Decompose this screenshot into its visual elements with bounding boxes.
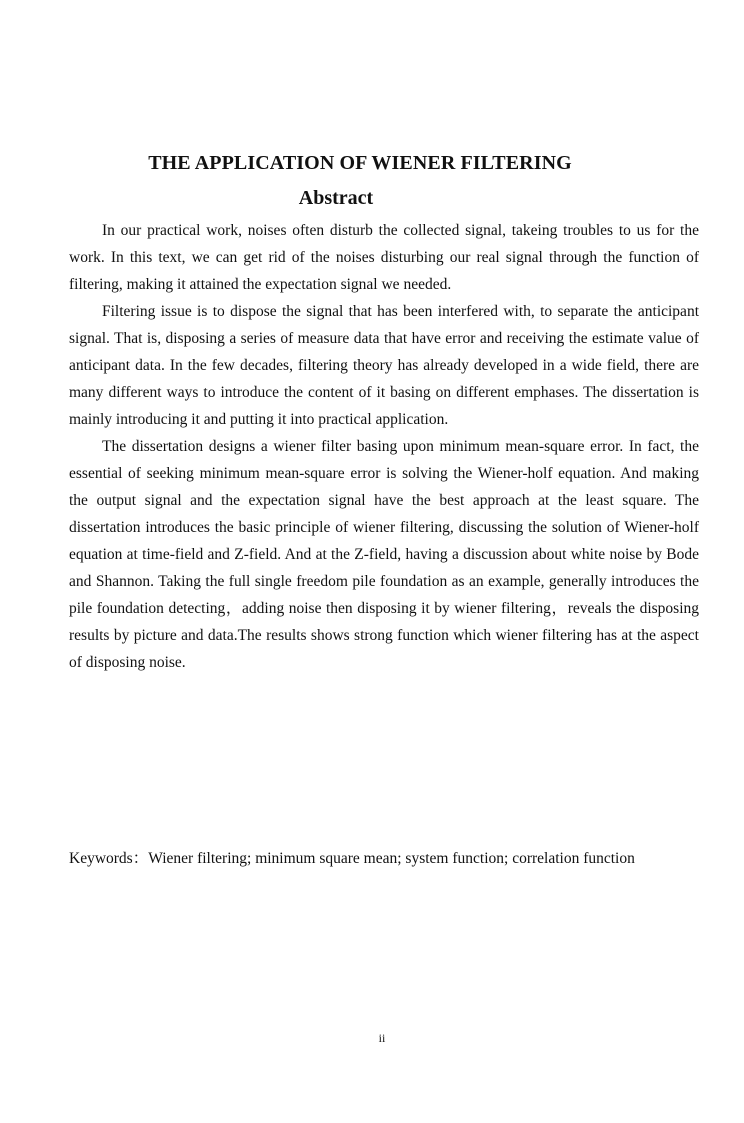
keywords-label: Keywords： (69, 850, 149, 867)
document-title: THE APPLICATION OF WIENER FILTERING (148, 152, 572, 174)
abstract-paragraph: In our practical work, noises often disturb the collected signal, takeing troubles to us for the work. In this text, we can get rid of the noises disturbing our real signal through the function of filtering, making it attained the expectation signal we needed. (69, 222, 699, 293)
page-number: ii (378, 1031, 386, 1045)
abstract-body (69, 217, 699, 676)
abstract-paragraph: Filtering issue is to dispose the signal that has been interfered with, to separate the anticipant signal. That is, disposing a series of measure data that have error and receiving the estimate value of anticipant data. In the few decades, filtering theory has already developed in a wide field, there are many different ways to introduce the content of it basing on different emphases. The dissertation is mainly introducing it and putting it into practical application. (69, 303, 699, 428)
abstract-paragraph: The dissertation designs a wiener filter basing upon minimum mean-square error. In fact, the essential of seeking minimum mean-square error is solving the Wiener-holf equation. And making the output signal and the expectation signal have the best approach at the least square. The dissertation introduces the basic principle of wiener filtering, discussing the solution of Wiener-holf equation at time-field and Z-field. And at the Z-field, having a discussion about white noise by Bode and Shannon. Taking the full single freedom pile foundation as an example, generally introduces the pile foundation detecting，adding noise then disposing it by wiener filtering，reveals the disposing results by picture and data.The results shows strong function which wiener filtering has at the aspect of disposing noise. (69, 438, 699, 671)
keywords-line (69, 845, 709, 872)
abstract-heading: Abstract (298, 187, 374, 209)
keywords-text: Wiener filtering; minimum square mean; system function; correlation function (148, 850, 635, 867)
